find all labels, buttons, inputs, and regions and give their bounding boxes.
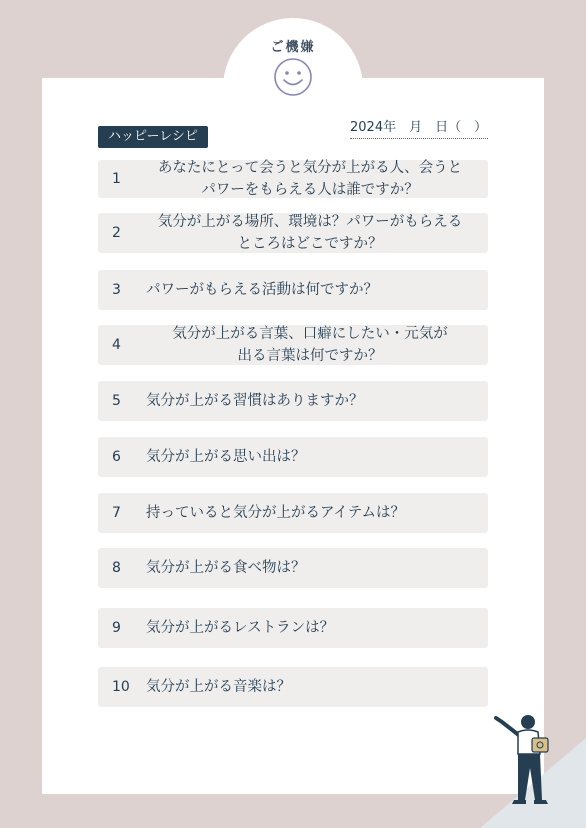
person-illustration [490,708,562,812]
worksheet-title: ハッピーレシピ [98,126,208,148]
question-row-8 [98,548,488,588]
question-text: パワーがもらえる活動は何ですか？ [146,282,378,298]
question-row-7 [98,493,488,533]
smiley-icon [272,56,314,98]
question-text: 気分が上がる思い出は？ [146,449,306,465]
question-number: 5 [112,393,121,409]
question-number: 6 [112,449,121,465]
question-text: 気分が上がる音楽は？ [146,679,291,695]
question-text: あなたにとって会うと気分が上がる人、会うと パワーをもらえる人は誰ですか？ [157,160,463,198]
question-row-4 [98,325,488,365]
question-number: 7 [112,505,121,521]
date-field[interactable]: 2024年 月 日（ ） [350,118,488,139]
question-number: 9 [112,620,121,636]
question-number: 2 [112,225,121,241]
question-text: 持っていると気分が上がるアイテムは？ [146,505,405,521]
question-number: 10 [112,679,130,695]
question-row-5 [98,381,488,421]
question-number: 3 [112,282,121,298]
question-number: 4 [112,337,121,353]
question-row-9 [98,608,488,648]
question-text: 気分が上がる習慣はありますか？ [146,393,364,409]
question-number: 8 [112,560,121,576]
question-row-1 [98,160,488,198]
question-row-3 [98,270,488,310]
question-row-2 [98,213,488,253]
question-row-10 [98,667,488,707]
header-title: ご機嫌 [270,40,316,55]
question-row-6 [98,437,488,477]
question-text: 気分が上がる食べ物は？ [146,560,306,576]
question-number: 1 [112,171,121,187]
question-text: 気分が上がる言葉、口癖にしたい・元気が 出る言葉は何ですか？ [172,326,448,364]
question-text: 気分が上がるレストランは？ [146,620,335,636]
question-text: 気分が上がる場所、環境は？パワーがもらえる ところはどこですか？ [157,214,463,252]
